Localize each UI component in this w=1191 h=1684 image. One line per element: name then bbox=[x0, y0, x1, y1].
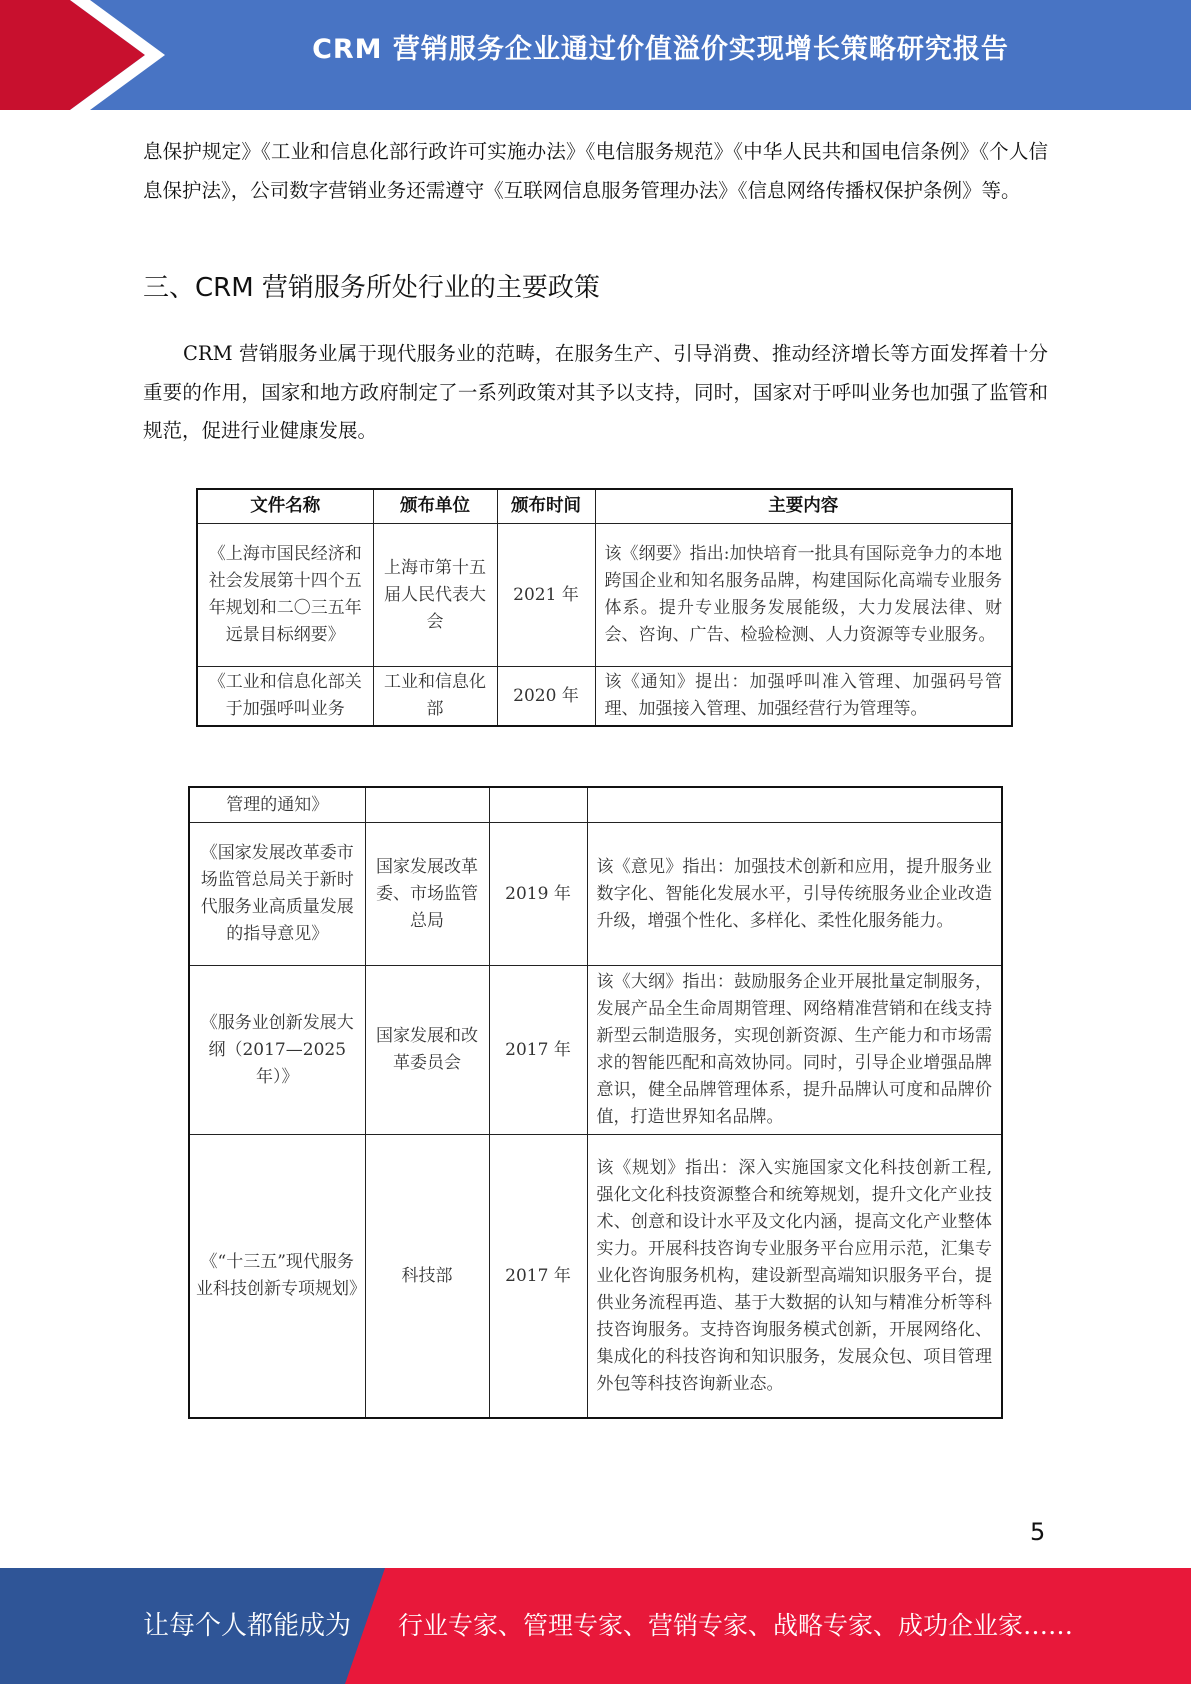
policy-paragraph: CRM 营销服务业属于现代服务业的范畴，在服务生产、引导消费、推动经济增长等方面发挥着十分重要的作用，国家和地方政府制定了一系列政策对其予以支持，同时，国家对于呼叫业务也加强了监管和规范，促进行业健康发展。 bbox=[143, 342, 1048, 442]
header-chevron-icon bbox=[0, 0, 170, 110]
page-number: 5 bbox=[1030, 1518, 1046, 1546]
table-row bbox=[197, 524, 1012, 667]
year-cell: 2021 年 bbox=[497, 524, 595, 667]
policy-table-part2 bbox=[188, 786, 1003, 1419]
section-heading: 三、CRM 营销服务所处行业的主要政策 bbox=[143, 273, 600, 303]
document-name-cell: 《国家发展改革委市场监管总局关于新时代服务业高质量发展的指导意见》 bbox=[189, 823, 365, 966]
footer-slogan-right: 行业专家、管理专家、营销专家、战略专家、成功企业家…… bbox=[398, 1611, 1074, 1640]
issuer-cell: 国家发展改革委、市场监管总局 bbox=[365, 823, 489, 966]
column-header: 颁布单位 bbox=[373, 489, 497, 524]
report-title: CRM 营销服务企业通过价值溢价实现增长策略研究报告 bbox=[312, 34, 1009, 65]
issuer-cell: 上海市第十五届人民代表大会 bbox=[373, 524, 497, 667]
table-row bbox=[189, 966, 1002, 1135]
policy-table-part1 bbox=[196, 488, 1013, 727]
footer-slogan-left: 让每个人都能成为 bbox=[143, 1611, 352, 1641]
content-cell: 该《通知》提出：加强呼叫准入管理、加强码号管理、加强接入管理、加强经营行为管理等。 bbox=[595, 667, 1012, 727]
table-row bbox=[189, 787, 1002, 823]
year-cell: 2020 年 bbox=[497, 667, 595, 727]
intro-paragraph: 息保护规定》《工业和信息化部行政许可实施办法》《电信服务规范》《中华人民共和国电信条例》《个人信息保护法》，公司数字营销业务还需遵守《互联网信息服务管理办法》《信息网络传播权保护条例》等。 bbox=[143, 140, 1048, 202]
content-cell: 该《纲要》指出:加快培育一批具有国际竞争力的本地跨国企业和知名服务品牌，构建国际化高端专业服务体系。提升专业服务发展能级，大力发展法律、财会、咨询、广告、检验检测、人力资源等专业服务。 bbox=[595, 524, 1012, 667]
year-cell bbox=[489, 787, 587, 823]
document-name-cell: 管理的通知》 bbox=[189, 787, 365, 823]
table-row bbox=[197, 667, 1012, 727]
content-cell: 该《意见》指出：加强技术创新和应用，提升服务业数字化、智能化发展水平，引导传统服务业企业改造升级，增强个性化、多样化、柔性化服务能力。 bbox=[587, 823, 1002, 966]
document-name-cell: 《上海市国民经济和社会发展第十四个五年规划和二〇三五年远景目标纲要》 bbox=[197, 524, 373, 667]
issuer-cell: 科技部 bbox=[365, 1135, 489, 1419]
document-name-cell: 《服务业创新发展大纲（2017—2025 年）》 bbox=[189, 966, 365, 1135]
content-cell: 该《规划》指出：深入实施国家文化科技创新工程,强化文化科技资源整合和统筹规划，提升文化产业技术、创意和设计水平及文化内涵，提高文化产业整体实力。开展科技咨询专业服务平台应用示范，汇集专业化咨询服务机构，建设新型高端知识服务平台，提供业务流程再造、基于大数据的认知与精准分析等科技咨询服务。支持咨询服务模式创新，开展网络化、集成化的科技咨询和知识服务，发展众包、项目管理外包等科技咨询新业态。 bbox=[587, 1135, 1002, 1419]
issuer-cell: 国家发展和改革委员会 bbox=[365, 966, 489, 1135]
content-cell bbox=[587, 787, 1002, 823]
issuer-cell bbox=[365, 787, 489, 823]
page-footer bbox=[0, 1568, 1191, 1684]
document-name-cell: 《“十三五”现代服务业科技创新专项规划》 bbox=[189, 1135, 365, 1419]
column-header: 颁布时间 bbox=[497, 489, 595, 524]
year-cell: 2017 年 bbox=[489, 966, 587, 1135]
table-row bbox=[189, 1135, 1002, 1419]
table-header-row bbox=[197, 489, 1012, 524]
column-header: 文件名称 bbox=[197, 489, 373, 524]
table-row bbox=[189, 823, 1002, 966]
document-name-cell: 《工业和信息化部关于加强呼叫业务 bbox=[197, 667, 373, 727]
issuer-cell: 工业和信息化部 bbox=[373, 667, 497, 727]
year-cell: 2017 年 bbox=[489, 1135, 587, 1419]
page-header bbox=[0, 0, 1191, 110]
column-header: 主要内容 bbox=[595, 489, 1012, 524]
year-cell: 2019 年 bbox=[489, 823, 587, 966]
content-cell: 该《大纲》指出：鼓励服务企业开展批量定制服务，发展产品全生命周期管理、网络精准营销和在线支持新型云制造服务，实现创新资源、生产能力和市场需求的智能匹配和高效协同。同时，引导企业增强品牌意识，健全品牌管理体系，提升品牌认可度和品牌价值，打造世界知名品牌。 bbox=[587, 966, 1002, 1135]
